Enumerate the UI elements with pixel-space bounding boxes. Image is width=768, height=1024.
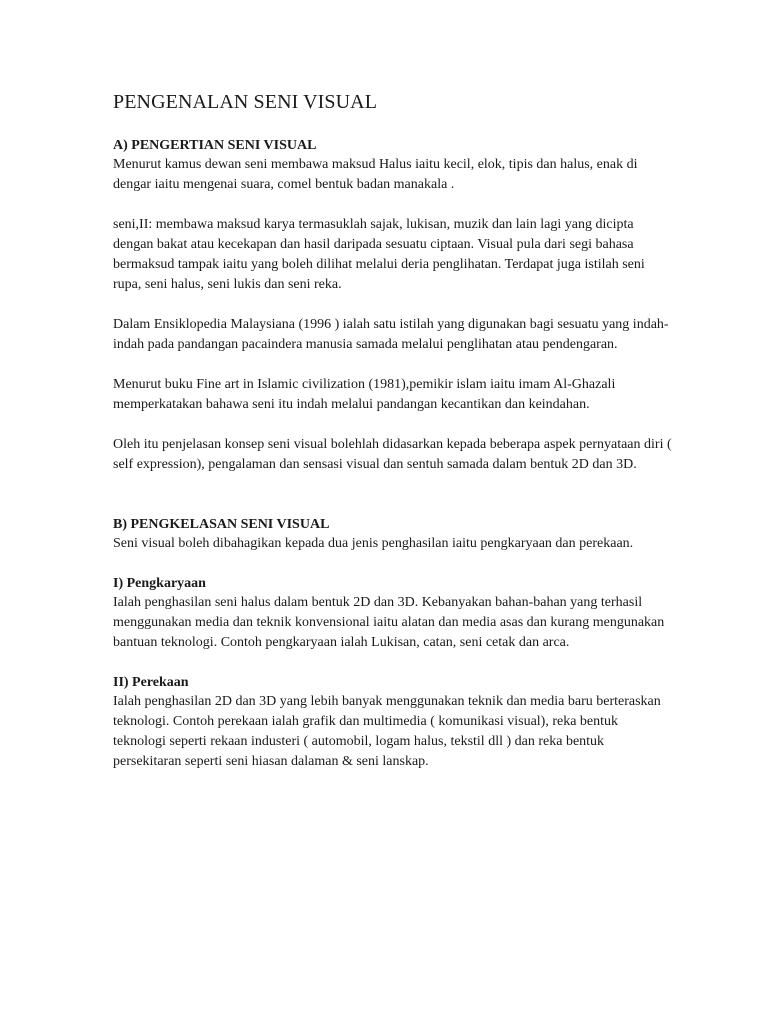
spacer	[113, 195, 673, 215]
section-b-intro: Seni visual boleh dibahagikan kepada dua jenis penghasilan iaitu pengkaryaan dan perekaan.	[113, 536, 634, 551]
subsection-perekaan-text: Ialah penghasilan 2D dan 3D yang lebih banyak menggunakan teknik dan media baru berteraskan teknologi. Contoh perekaan ialah grafik dan multimedia ( komunikasi visual), reka bentuk teknologi seperti rekaan industeri ( automobil, logam halus, tekstil dll ) dan reka bentuk persekitaran seperti seni hiasan dalaman & seni lanskap.	[113, 694, 661, 769]
section-b-heading: B) PENGKELASAN SENI VISUAL	[113, 517, 330, 532]
subsection-pengkaryaan-heading: I) Pengkaryaan	[113, 576, 206, 591]
spacer	[113, 475, 673, 515]
subsection-perekaan-heading: II) Perekaan	[113, 675, 189, 690]
spacer	[113, 295, 673, 315]
subsection-pengkaryaan-text: Ialah penghasilan seni halus dalam bentuk 2D dan 3D. Kebanyakan bahan-bahan yang terhasil menggunakan media dan teknik konvensional iaitu alatan dan media asas dan kurang mengunakan bantuan teknologi. Contoh pengkaryaan ialah Lukisan, catan, seni cetak dan arca.	[113, 595, 665, 650]
spacer	[113, 554, 673, 574]
spacer	[113, 355, 673, 375]
section-a-heading: A) PENGERTIAN SENI VISUAL	[113, 138, 317, 153]
section-a-paragraph-3: Dalam Ensiklopedia Malaysiana (1996 ) ialah satu istilah yang digunakan bagi sesuatu yang indah-indah pada pandangan pacaindera manusia samada melalui penglihatan atau pendengaran.	[113, 317, 669, 352]
section-a-paragraph-4: Menurut buku Fine art in Islamic civilization (1981),pemikir islam iaitu imam Al-Ghazali memperkatakan bahawa seni itu indah melalui pandangan kecantikan dan keindahan.	[113, 377, 616, 412]
spacer	[113, 653, 673, 673]
section-a-paragraph-5: Oleh itu penjelasan konsep seni visual bolehlah didasarkan kepada beberapa aspek pernyataan diri ( self expression), pengalaman dan sensasi visual dan sentuh samada dalam bentuk 2D dan 3D.	[113, 437, 672, 472]
section-a-paragraph-2: seni,II: membawa maksud karya termasuklah sajak, lukisan, muzik dan lain lagi yang dicipta dengan bakat atau kecekapan dan hasil daripada sesuatu ciptaan. Visual pula dari segi bahasa bermaksud tampak iaitu yang boleh dilihat melalui deria penglihatan. Terdapat juga istilah seni rupa, seni halus, seni lukis dan seni reka.	[113, 217, 645, 292]
document-title: PENGENALAN SENI VISUAL	[113, 91, 378, 113]
section-a-paragraph-1: Menurut kamus dewan seni membawa maksud Halus iaitu kecil, elok, tipis dan halus, enak di dengar iaitu mengenai suara, comel bentuk badan manakala .	[113, 157, 638, 192]
document-body	[113, 88, 673, 772]
spacer	[113, 415, 673, 435]
